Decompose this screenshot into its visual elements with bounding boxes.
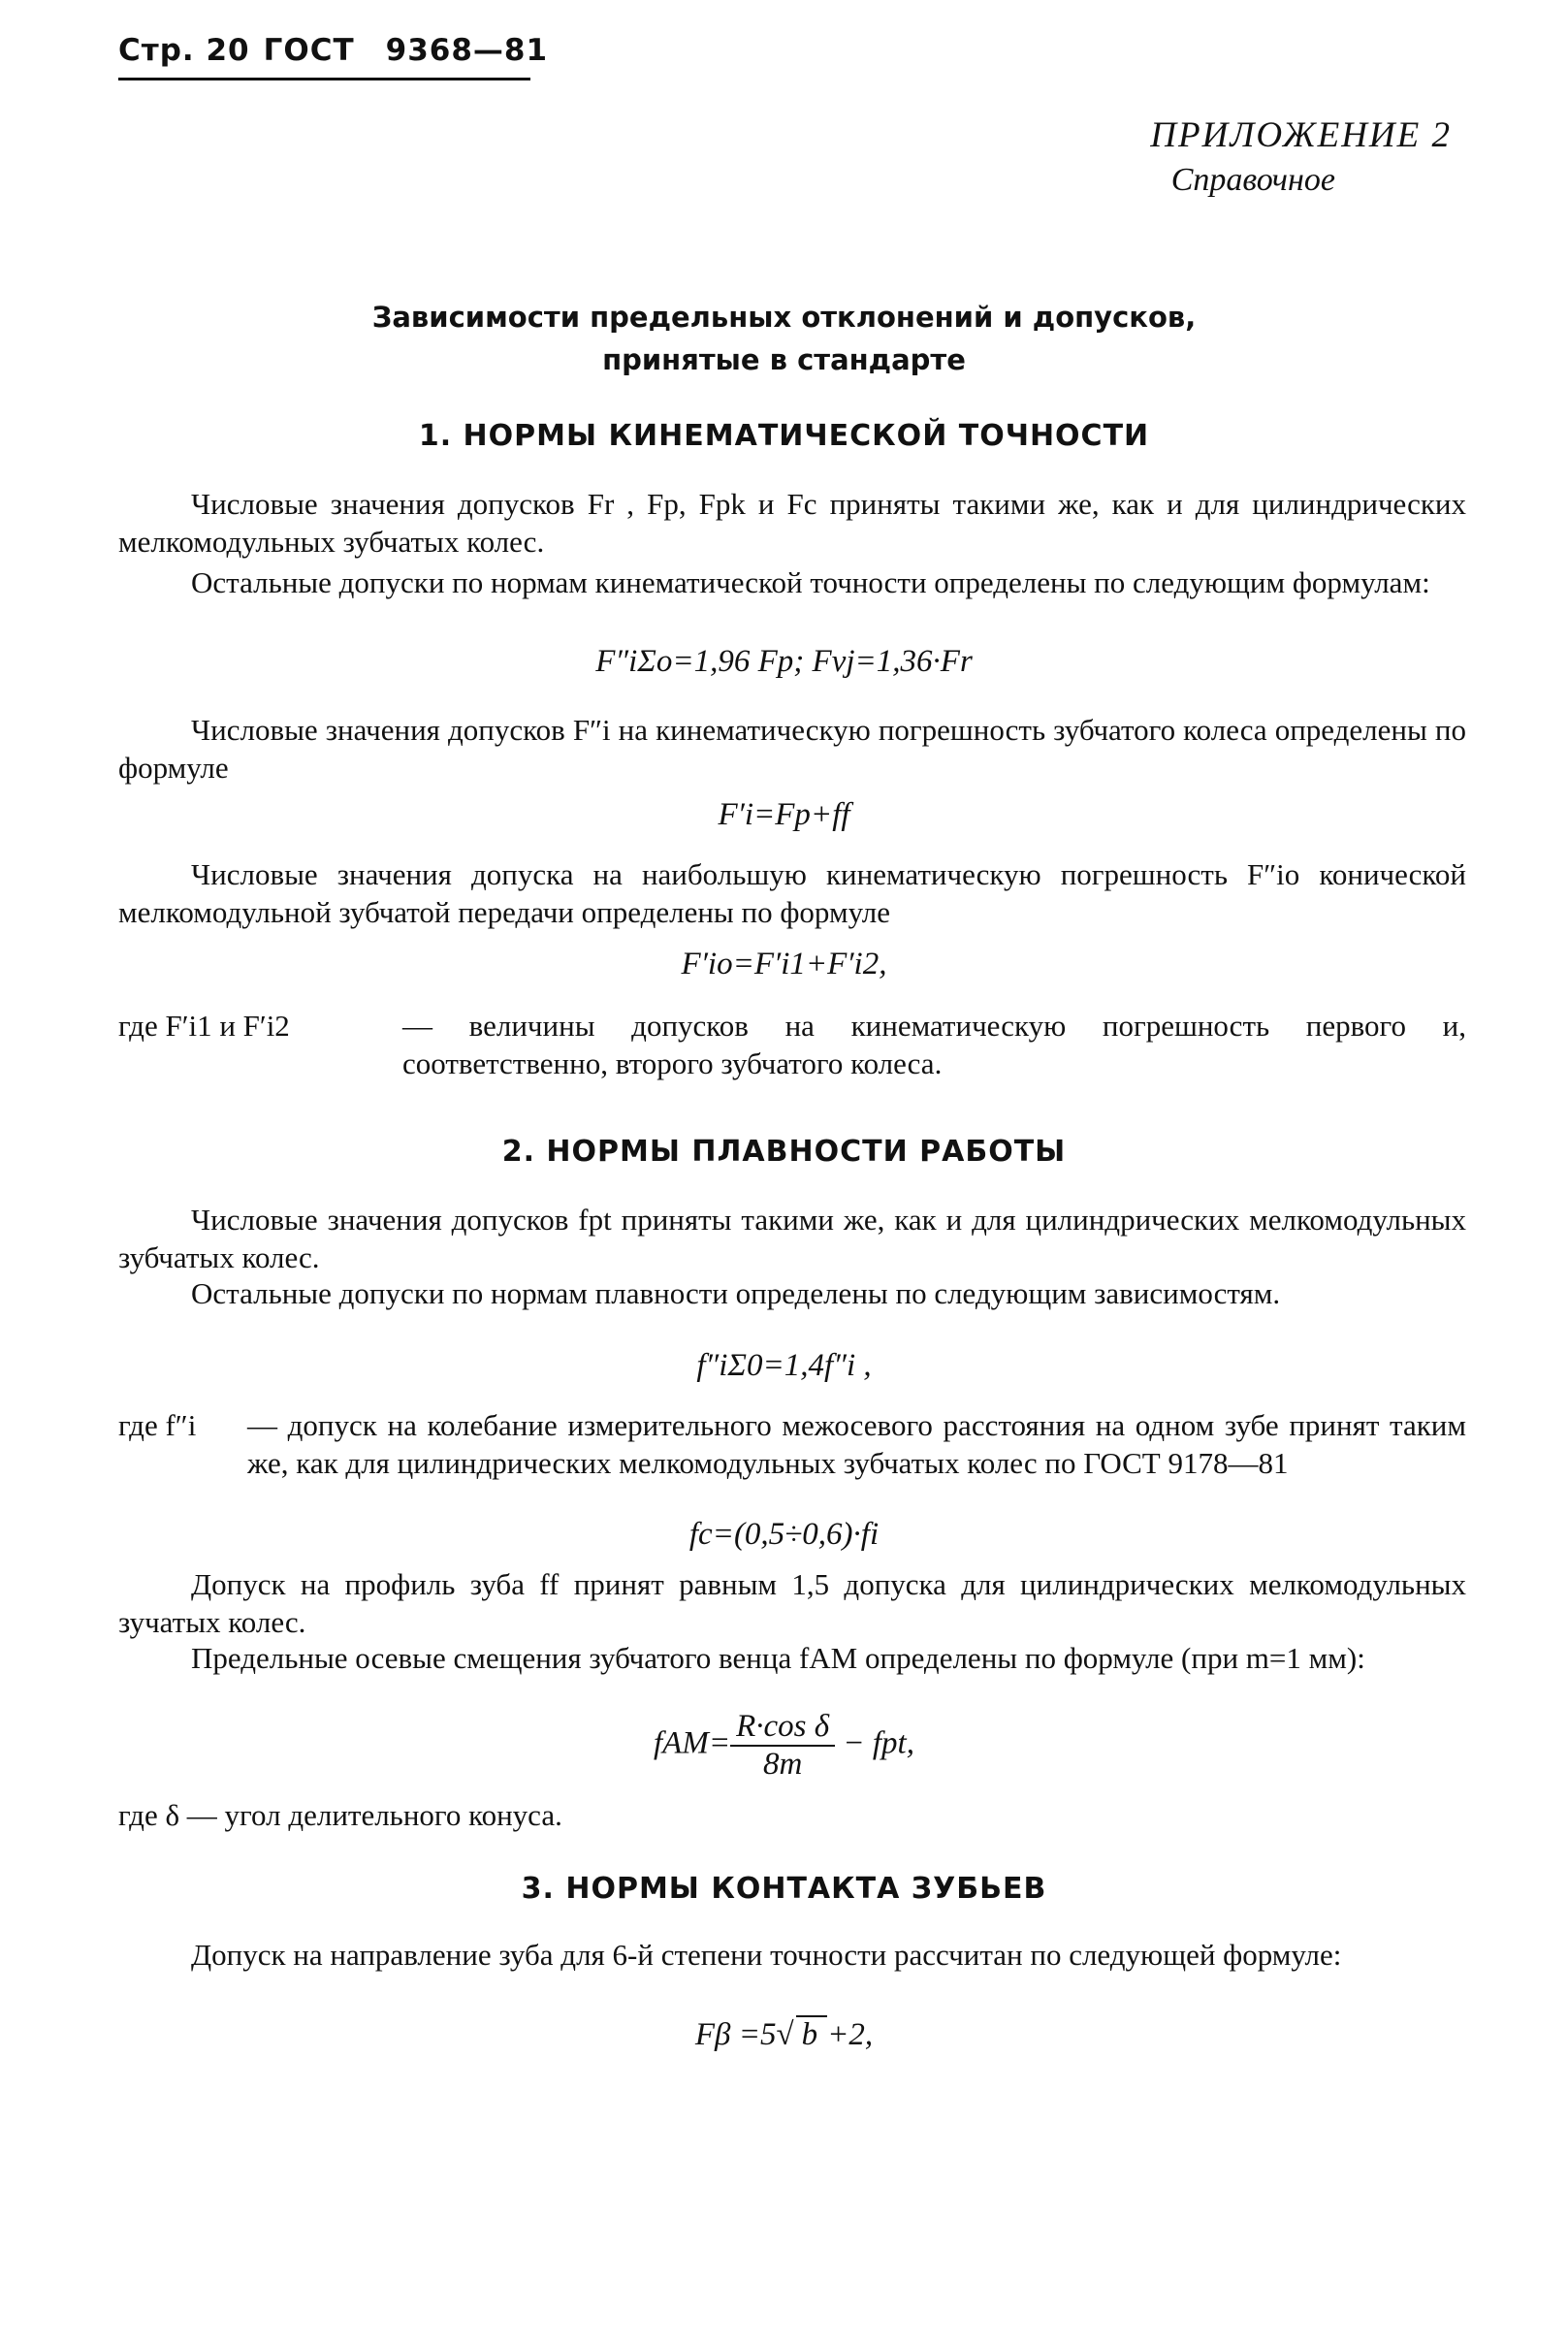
section-1-heading: 1. НОРМЫ КИНЕМАТИЧЕСКОЙ ТОЧНОСТИ — [418, 419, 1150, 453]
section-2-where-lhs: где f″i — [118, 1408, 197, 1442]
section-1-paragraph-3: Числовые значения допусков F″i на кинематическую погрешность зубчатого колеса определены по формуле — [118, 713, 1466, 785]
section-2-formula-3 — [0, 1709, 1568, 1783]
section-1-where-definition: — величины допусков на кинематическую погрешность первого и, соответственно, второго зубчатого колеса. — [402, 1009, 1466, 1080]
section-1-formula-1: F″iΣo=1,96 Fp; Fvj=1,36·Fr — [595, 644, 973, 679]
section-2-paragraph-1: Числовые значения допусков fpt приняты такими же, как и для цилиндрических мелкомодульных зубчатых колес. — [118, 1203, 1466, 1274]
formula-3-lhs: fAM= — [654, 1725, 731, 1761]
fraction-denominator: 8m — [762, 1747, 803, 1782]
fraction-numerator: R·cos δ — [736, 1709, 830, 1744]
section-2-paragraph-3: Допуск на профиль зуба ff принят равным 1,5 допуска для цилиндрических мелкомодульных зучатых колес. — [118, 1567, 1466, 1639]
radical-argument: b — [796, 2015, 828, 2052]
appendix-title: ПРИЛОЖЕНИЕ 2 — [1150, 115, 1452, 155]
section-1-formula-3: F′io=F′i1+F′i2, — [681, 947, 887, 981]
formula-3-rhs: − fpt, — [843, 1725, 914, 1761]
section-2-paragraph-2: Остальные допуски по нормам плавности определены по следующим зависимостям. — [191, 1276, 1281, 1310]
document-title — [0, 296, 1568, 381]
section-2-formula-1: f″iΣ0=1,4f″i , — [696, 1348, 872, 1383]
header-rule — [118, 78, 530, 80]
section-2-formula-2: fc=(0,5÷0,6)·fi — [688, 1517, 880, 1552]
section-1-paragraph-1: Числовые значения допусков Fr , Fp, Fpk и Fc приняты такими же, как и для цилиндрических мелкомодульных зубчатых колес. — [118, 487, 1466, 559]
section-2-paragraph-4: Предельные осевые смещения зубчатого венца fAM определены по формуле (при m=1 мм): — [191, 1641, 1365, 1675]
section-3-heading: 3. НОРМЫ КОНТАКТА ЗУБЬЕВ — [521, 1872, 1047, 1906]
document-title-line-2: принятые в стандарте — [602, 343, 966, 376]
appendix-block — [1150, 114, 1452, 199]
document-title-line-1: Зависимости предельных отклонений и допусков, — [371, 301, 1197, 334]
section-1-where-lhs: где F′i1 и F′i2 — [118, 1009, 290, 1043]
formula-rhs: +2, — [827, 2017, 874, 2052]
section-3-paragraph-1: Допуск на направление зуба для 6-й степени точности рассчитан по следующей формуле: — [191, 1938, 1342, 1972]
running-header — [118, 33, 548, 68]
section-1-paragraph-2: Остальные допуски по нормам кинематической точности определены по следующим формулам: — [191, 565, 1430, 599]
square-root-sign: √ b — [776, 2017, 827, 2053]
section-3-formula-1 — [0, 2017, 1568, 2053]
standard-label: ГОСТ — [263, 33, 355, 68]
section-2-heading: 2. НОРМЫ ПЛАВНОСТИ РАБОТЫ — [501, 1135, 1067, 1169]
formula-3-fraction — [730, 1709, 835, 1783]
formula-lhs: Fβ =5 — [694, 2017, 777, 2052]
standard-number: 9368—81 — [385, 33, 549, 68]
section-1-formula-2: F′i=Fp+ff — [718, 797, 850, 832]
section-2-where-2: где δ — угол делительного конуса. — [118, 1798, 562, 1832]
appendix-subtitle: Справочное — [1170, 162, 1335, 198]
page-label: Стр. 20 — [118, 33, 250, 68]
section-1-paragraph-4: Числовые значения допуска на наибольшую кинематическую погрешность F″io конической мелкомодульной зубчатой передачи определены по формуле — [118, 857, 1466, 929]
section-2-where-definition: — допуск на колебание измерительного межосевого расстояния на одном зубе принят таким же, как для цилиндрических мелкомодульных зубчатых колес по ГОСТ 9178—81 — [247, 1408, 1466, 1480]
